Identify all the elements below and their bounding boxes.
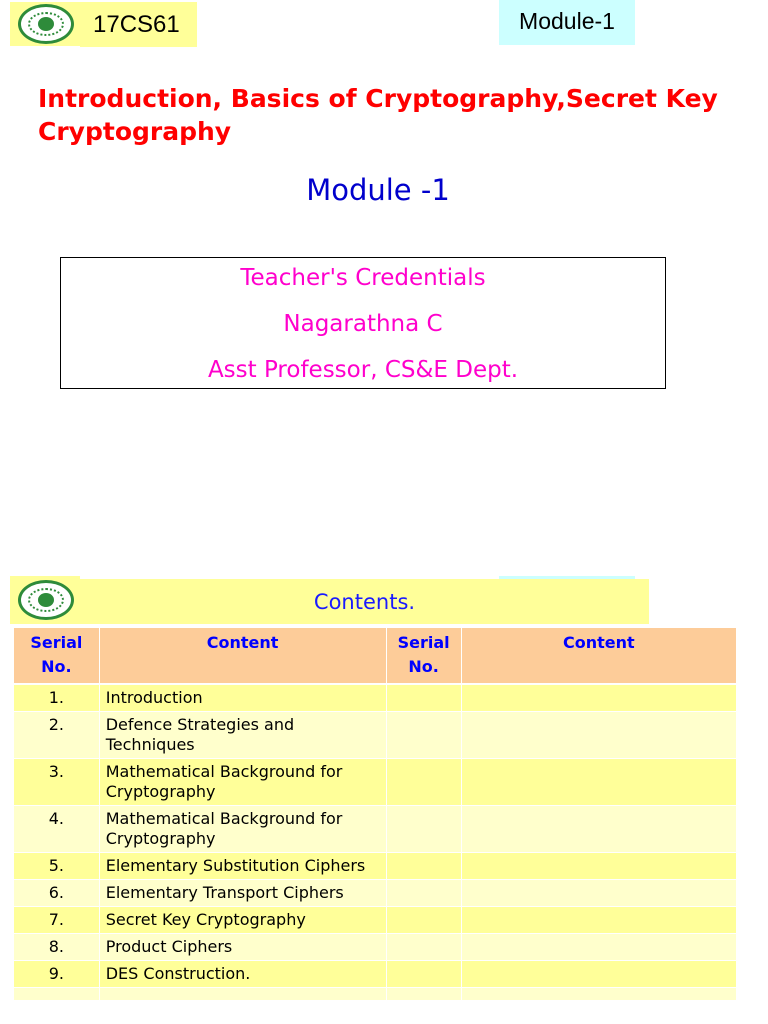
row-serial-no: 5. [14,853,99,880]
table-row [14,806,737,853]
row-content: Mathematical Background for Cryptography [99,759,386,806]
row-content: Product Ciphers [99,934,386,961]
row-content: Defence Strategies and Techniques [99,712,386,759]
table-row [14,853,737,880]
contents-title: Contents. [80,579,649,624]
row-content: Elementary Transport Ciphers [99,880,386,907]
header-serial-no: Serial No. [14,628,99,684]
row-content-2 [461,934,736,961]
empty-cell [461,988,736,1001]
credentials-box [60,257,666,389]
row-content-2 [461,759,736,806]
table-header-row [14,628,737,684]
row-content-2 [461,961,736,988]
table-row [14,684,737,712]
row-serial-no: 9. [14,961,99,988]
row-serial-no: 3. [14,759,99,806]
row-serial-no-2 [386,853,461,880]
row-serial-no-2 [386,806,461,853]
header-serial-no-2: Serial No. [386,628,461,684]
university-seal-icon [18,580,74,620]
table-row [14,934,737,961]
table-row [14,907,737,934]
row-serial-no: 6. [14,880,99,907]
empty-cell [386,988,461,1001]
contents-table [14,628,737,1001]
row-serial-no: 4. [14,806,99,853]
row-content-2 [461,684,736,712]
table-row [14,988,737,1001]
table-row [14,961,737,988]
empty-cell [14,988,99,1001]
teacher-designation: Asst Professor, CS&E Dept. [207,357,519,383]
empty-cell [99,988,386,1001]
course-code: 17CS61 [80,2,197,47]
row-content: Mathematical Background for Cryptography [99,806,386,853]
row-content-2 [461,907,736,934]
slide-title: Introduction, Basics of Cryptography,Secret Key Cryptography [38,84,718,146]
row-serial-no-2 [386,712,461,759]
row-content-2 [461,853,736,880]
row-content-2 [461,712,736,759]
logo-strip [10,2,80,46]
table-row [14,759,737,806]
row-serial-no: 8. [14,934,99,961]
row-content: Secret Key Cryptography [99,907,386,934]
row-content-2 [461,806,736,853]
credentials-heading: Teacher's Credentials [240,265,486,291]
header-content: Content [99,628,386,684]
row-serial-no-2 [386,759,461,806]
row-serial-no-2 [386,880,461,907]
row-serial-no-2 [386,961,461,988]
table-row [14,712,737,759]
row-content: Elementary Substitution Ciphers [99,853,386,880]
row-content: Introduction [99,684,386,712]
teacher-name: Nagarathna C [283,311,443,337]
row-serial-no-2 [386,907,461,934]
module-subtitle: Module -1 [306,173,450,207]
row-serial-no-2 [386,934,461,961]
header-content-2: Content [461,628,736,684]
row-serial-no: 7. [14,907,99,934]
row-content: DES Construction. [99,961,386,988]
module-tag: Module-1 [499,0,635,45]
row-serial-no: 2. [14,712,99,759]
logo-strip-2 [10,576,80,624]
table-row [14,880,737,907]
row-serial-no-2 [386,684,461,712]
university-seal-icon [18,4,74,44]
row-content-2 [461,880,736,907]
row-serial-no: 1. [14,684,99,712]
